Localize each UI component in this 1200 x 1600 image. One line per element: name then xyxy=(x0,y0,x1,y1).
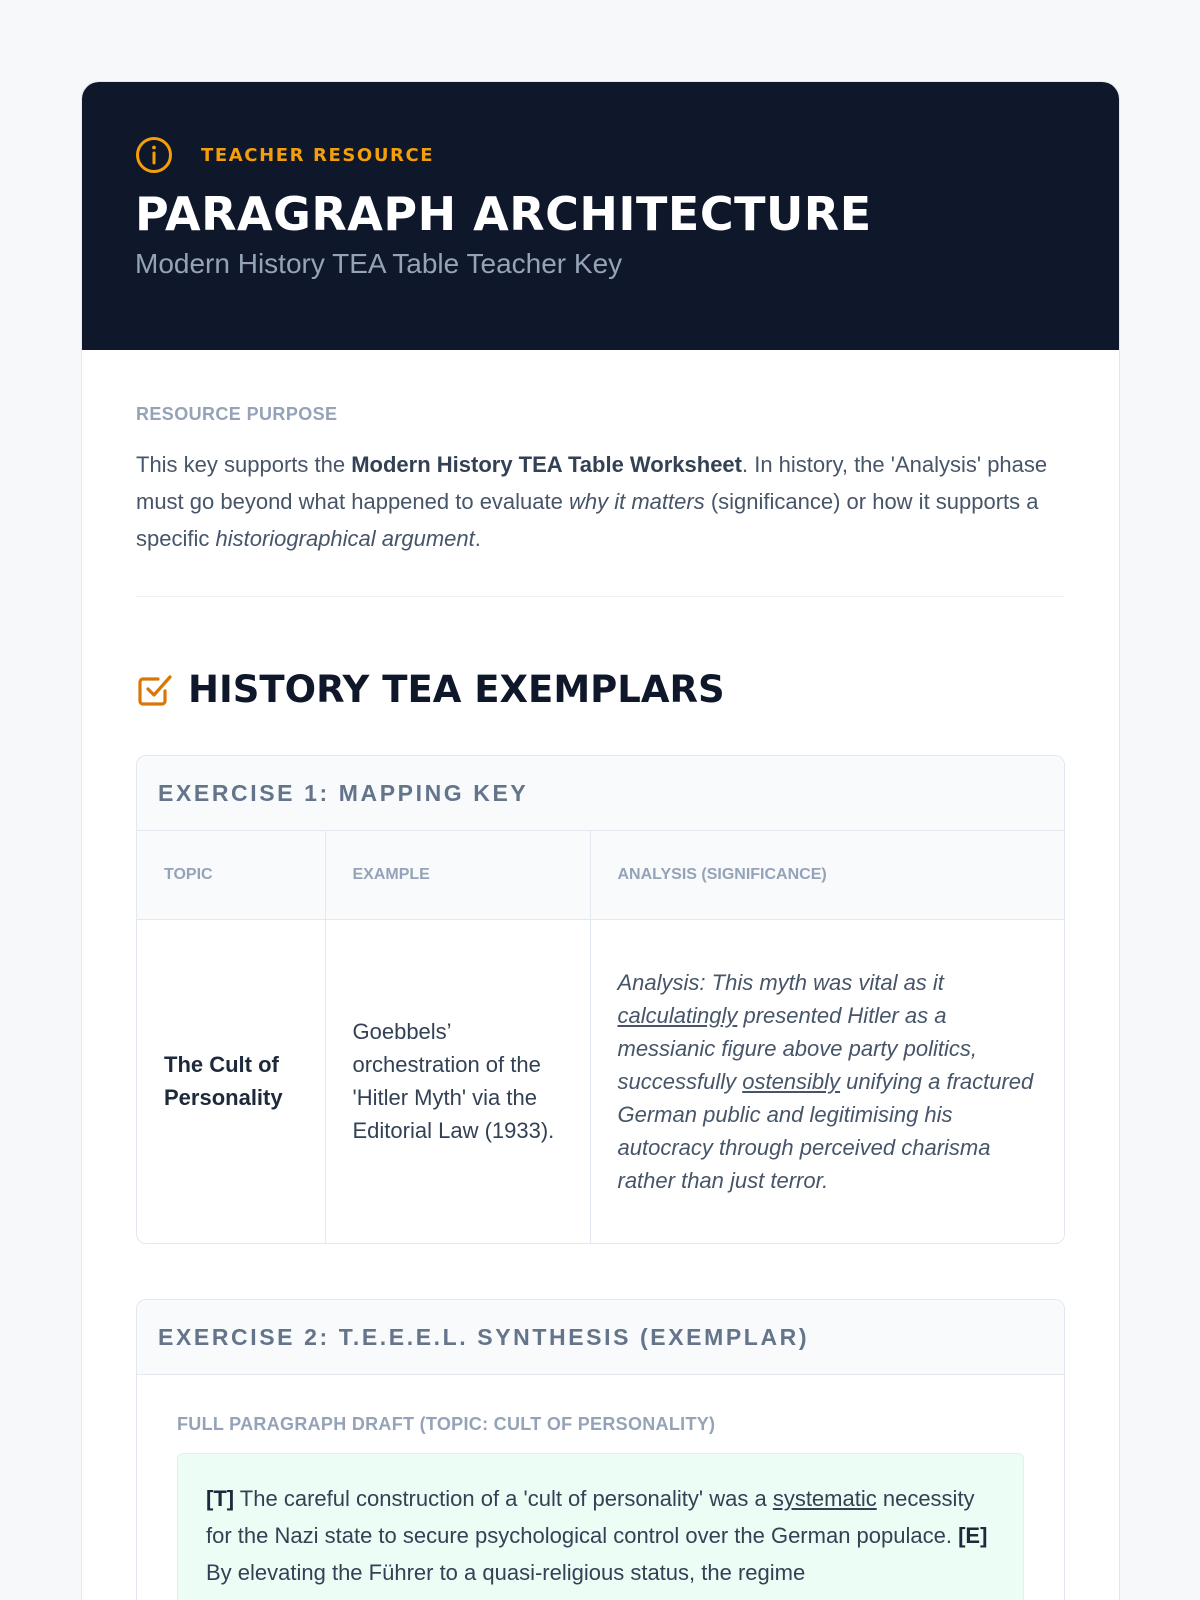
checkbox-icon xyxy=(136,671,174,709)
page-title: PARAGRAPH ARCHITECTURE xyxy=(135,187,872,241)
analysis-text: presented Hitler as a messianic figure above party politics, successfully xyxy=(617,1002,977,1094)
exercise-1-box xyxy=(136,755,1065,1244)
info-circle-icon xyxy=(135,136,173,174)
exercise-2-body xyxy=(137,1375,1064,1600)
cell-example: Goebbels’ orchestration of the 'Hitler Myth' via the Editorial Law (1933). xyxy=(325,919,590,1243)
purpose-italic-text: why it matters xyxy=(569,489,705,514)
draft-text: necessity for the Nazi state to secure psychological control over the German populace. xyxy=(206,1486,975,1548)
column-header-analysis: ANALYSIS (SIGNIFICANCE) xyxy=(590,831,1064,919)
draft-paragraph xyxy=(177,1453,1024,1600)
table-header-row xyxy=(137,831,1064,919)
section-heading xyxy=(136,668,1065,711)
exercise-2-box xyxy=(136,1299,1065,1600)
purpose-text: . xyxy=(474,526,481,551)
cell-topic: The Cult of Personality xyxy=(137,919,325,1243)
eyebrow-label: TEACHER RESOURCE xyxy=(201,144,435,166)
draft-text: By elevating the Führer to a quasi-religious status, the regime xyxy=(206,1560,806,1585)
section-title: HISTORY TEA EXEMPLARS xyxy=(188,668,725,711)
content-area xyxy=(82,350,1119,1600)
analysis-text: Analysis: This myth was vital as it xyxy=(617,969,944,995)
purpose-text: (significance) or how it supports a specific xyxy=(136,489,1039,551)
column-header-topic: TOPIC xyxy=(137,831,325,919)
divider xyxy=(136,596,1065,597)
resource-card xyxy=(81,81,1120,1600)
tag-topic: [T] xyxy=(206,1486,235,1511)
analysis-underlined-word: calculatingly xyxy=(617,1002,738,1028)
column-header-example: EXAMPLE xyxy=(325,831,590,919)
tag-evidence: [E] xyxy=(958,1523,988,1548)
page-subtitle: Modern History TEA Table Teacher Key xyxy=(135,248,623,279)
exercise-2-title: EXERCISE 2: T.E.E.E.L. SYNTHESIS (EXEMPLAR) xyxy=(137,1300,1064,1375)
purpose-bold-text: Modern History TEA Table Worksheet xyxy=(351,452,742,477)
exercise-1-title: EXERCISE 1: MAPPING KEY xyxy=(137,756,1064,831)
header-banner xyxy=(82,82,1119,350)
purpose-label: RESOURCE PURPOSE xyxy=(136,404,338,424)
purpose-paragraph xyxy=(136,446,1065,557)
eyebrow-row xyxy=(135,136,1066,174)
analysis-underlined-word: ostensibly xyxy=(742,1068,841,1094)
purpose-text: This key supports the xyxy=(136,452,352,477)
cell-analysis xyxy=(590,919,1064,1243)
draft-underlined-word: systematic xyxy=(772,1486,877,1511)
table-row xyxy=(137,919,1064,1243)
analysis-text: unifying a fractured German public and legitimising his autocracy through perceived charisma rather than just terror. xyxy=(617,1068,1034,1193)
draft-text: The careful construction of a 'cult of personality' was a xyxy=(234,1486,773,1511)
mapping-table xyxy=(137,831,1064,1243)
purpose-italic-text: historiographical argument xyxy=(215,526,475,551)
draft-label: FULL PARAGRAPH DRAFT (TOPIC: CULT OF PERSONALITY) xyxy=(177,1414,716,1434)
purpose-text: . In history, the 'Analysis' phase must go beyond what happened to evaluate xyxy=(136,452,1048,514)
